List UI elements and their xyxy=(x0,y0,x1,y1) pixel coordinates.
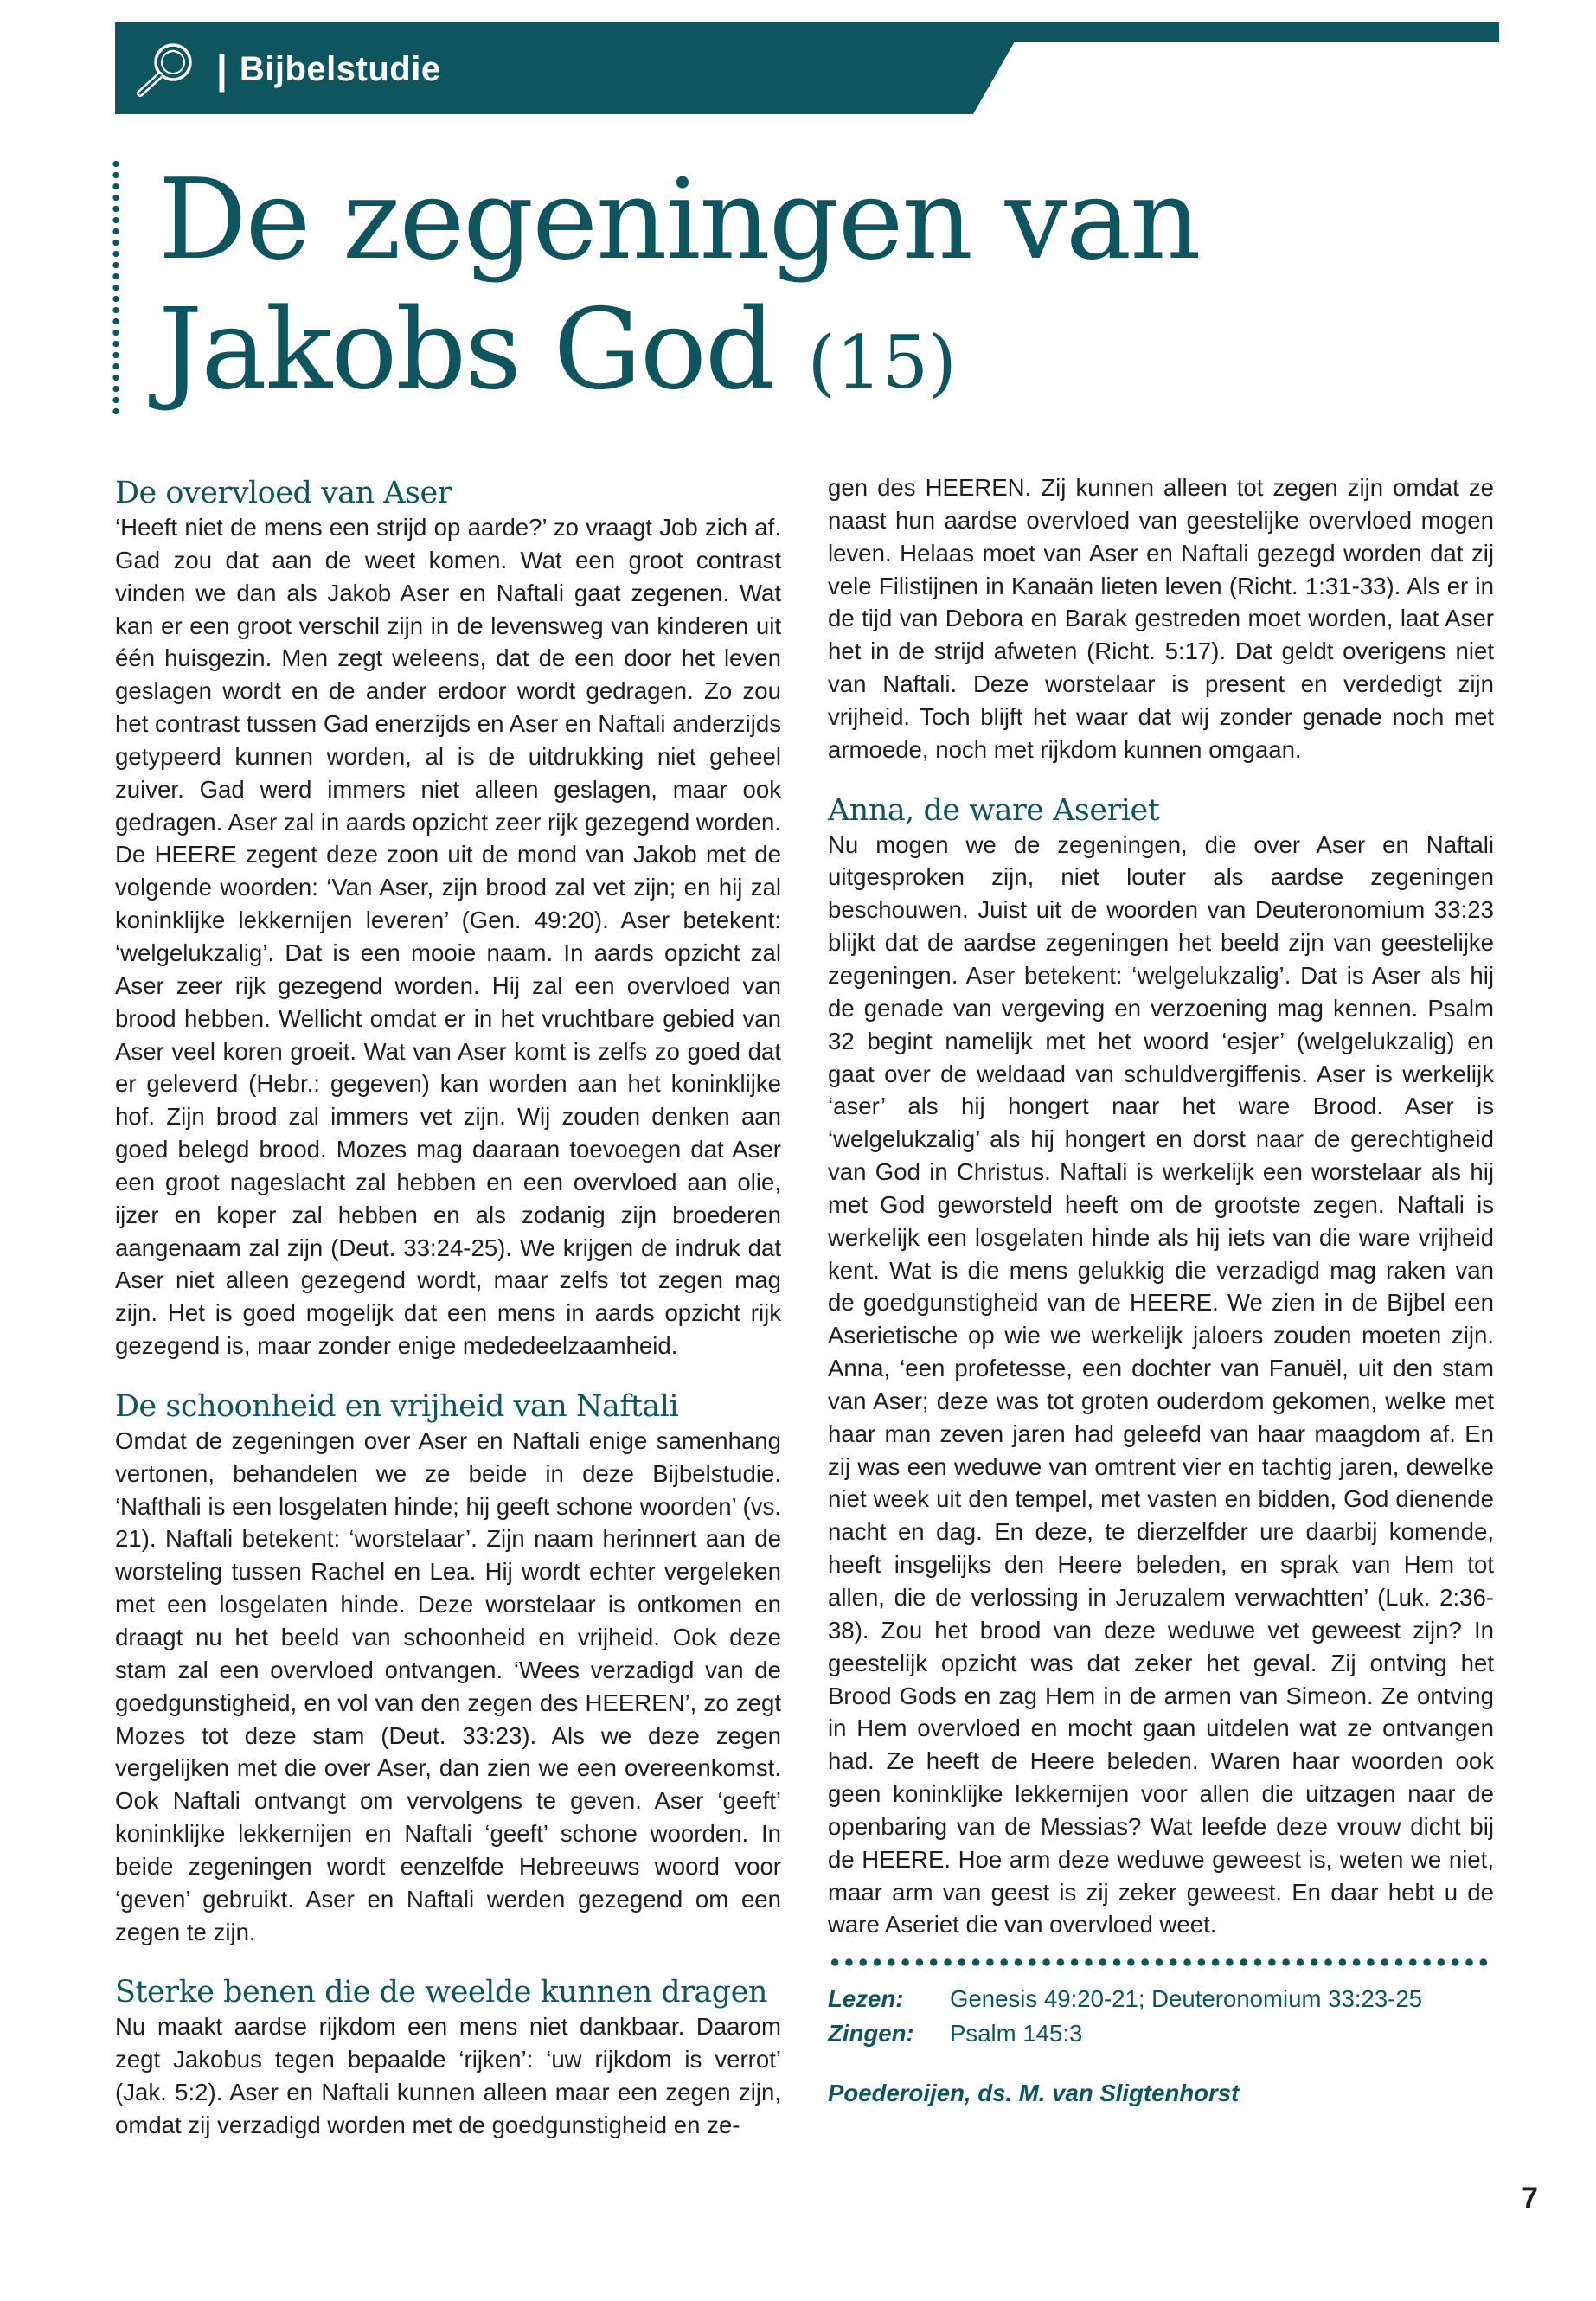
section-paragraph: Omdat de zegeningen over Aser en Naftali enige samenhang vertonen, behandelen we ze beide in deze Bijbelstudie. ‘Nafthali is een losgelaten hinde; hij geeft schone woorden’ (vs. 21). Naftali betekent: ‘worstelaar’. Zijn naam herinnert aan de worsteling tussen Rachel en Lea. Hij wordt echter vergeleken met een losgelaten hinde. Deze worstelaar is ontkomen en draagt nu het beeld van schoonheid en vrijheid. Ook deze stam zal een overvloed ontvangen. ‘Wees verzadigd van de goedgunstigheid, en vol van den zegen des HEEREN’, zo zegt Mozes tot deze stam (Deut. 33:23). Als we deze zegen vergelijken met die over Aser, dan zien we een overeenkomst. Ook Naftali ontvangt om vervolgens te geven. Aser ‘geeft’ koninklijke lekkernijen en Naftali ‘geeft’ schone woorden. In beide zegeningen wordt eenzelfde Hebreeuws woord voor ‘geven’ gebruikt. Aser en Naftali werden gezegend om een zegen te zijn. xyxy=(115,1426,781,1945)
reference-label: Lezen: xyxy=(828,1985,904,2013)
section-paragraph-continued: gen des HEEREN. Zij kunnen alleen tot zegen zijn omdat ze naast hun aardse overvloed van geestelijke overvloed mogen leven. Helaas moet van Aser en Naftali gezegd worden dat zij vele Filistijnen in Kanaän lieten leven (Richt. 1:31-33). Als er in de tijd van Debora en Barak gestreden moet worden, laat Aser het in de strijd afweten (Richt. 5:17). Dat geldt overigens niet van Naftali. Deze worstelaar is present en verdedigt zijn vrijheid. Toch blijft het waar dat wij zonder genade noch met armoede, noch met rijkdom kunnen omgaan. xyxy=(828,474,1494,763)
article-title-issue: (15) xyxy=(807,320,957,405)
left-column xyxy=(115,471,781,2142)
reference-row xyxy=(828,1982,1494,2016)
right-column xyxy=(828,471,1494,2110)
author-byline: Poederoijen, ds. M. van Sligtenhorst xyxy=(828,2080,1240,2107)
section-header xyxy=(128,38,441,100)
reference-value: Psalm 145:3 xyxy=(950,2020,1083,2048)
reference-label: Zingen: xyxy=(828,2020,914,2048)
section-paragraph: Nu mogen we de zegeningen, die over Aser en Naftali uitgesproken zijn, niet louter als aardse zegeningen beschouwen. Juist uit de woorden van Deuteronomium 33:23 blijkt dat de aardse zegeningen het beeld zijn van geestelijke zegeningen. Aser betekent: ‘welgelukzalig’. Dat is Aser als hij de genade van vergeving en verzoening mag kennen. Psalm 32 begint namelijk met het woord ‘esjer’ (welgelukzalig) en gaat over de weldaad van schuldvergiffenis. Aser is werkelijk ‘aser’ als hij hongert naar het ware Brood. Aser is ‘welgelukzalig’ als hij hongert en dorst naar de gerechtigheid van God in Christus. Naftali is werkelijk een worstelaar als hij met God geworsteld heeft om de grootste zegen. Naftali is werkelijk een losgelaten hinde als hij iets van die ware vrijheid kent. Wat is die mens gelukkig die verzadigd mag raken van de goedgunstigheid van de HEERE. We zien in de Bijbel een Aserietische op wie we werkelijk jaloers zouden moeten zijn. Anna, ‘een profetesse, een dochter van Fanuël, uit den stam van Aser; deze was tot groten ouderdom gekomen, welke met haar man zeven jaren had geleefd van haar maagdom af. En zij was een weduwe van omtrent vier en tachtig jaren, dewelke niet week uit den tempel, met vasten en bidden, God dienende nacht en dag. En deze, te dierzelfder ure daarbij komende, heeft insgelijks den Heere beleden, en sprak van Hem tot allen, die de verlossing in Jeruzalem verwachtten’ (Luk. 2:36-38). Zou het brood van deze weduwe vet geweest zijn? In geestelijk opzicht was dat zeker het geval. Zij ontving het Brood Gods en zag Hem in de armen van Simeon. Ze ontving in Hem overvloed en mocht gaan uitdelen wat ze ontvangen had. Ze heeft de Heere beleden. Waren haar woorden ook geen koninklijke lekkernijen voor allen die uitzagen naar de openbaring van de Messias? Wat leefde deze vrouw dicht bij de HEERE. Hoe arm deze weduwe geweest is, weten we niet, maar arm van geest is zij zeker geweest. En daar hebt u de ware Aseriet die van overvloed weet. xyxy=(828,830,1494,1939)
header-separator: | xyxy=(216,47,228,92)
dotted-divider xyxy=(828,1958,1494,1966)
article-title-main: De zegeningen van Jakobs God xyxy=(158,156,1200,414)
magnifier-icon xyxy=(128,38,201,100)
section-paragraph: Nu maakt aardse rijkdom een mens niet dankbaar. Daarom zegt Jakobus tegen bepaalde ‘rijken’: ‘uw rijkdom is verrot’ (Jak. 5:2). Aser en Naftali kunnen alleen maar een zegen zijn, omdat zij verzadigd worden met de goedgunstigheid en ze- xyxy=(115,2013,781,2138)
section-paragraph: ‘Heeft niet de mens een strijd op aarde?’ zo vraagt Job zich af. Gad zou dat aan de weet komen. Wat een groot contrast vinden we dan als Jakob Aser en Naftali gaat zegenen. Wat kan er een groot verschil zijn in de levensweg van kinderen uit één huisgezin. Men zegt weleens, dat de een door het leven geslagen wordt en de ander erdoor wordt gedragen. Zo zou het contrast tussen Gad enerzijds en Aser en Naftali anderzijds getypeerd kunnen worden, al is de uitdrukking niet geheel zuiver. Gad werd immers niet alleen geslagen, maar ook gedragen. Aser zal in aards opzicht zeer rijk gezegend worden. De HEERE zegent deze zoon uit de mond van Jakob met de volgende woorden: ‘Van Aser, zijn brood zal vet zijn; en hij zal koninklijke lekkernijen leveren’ (Gen. 49:20). Aser betekent: ‘welgelukzalig’. Dat is een mooie naam. In aards opzicht zal Aser zeer rijk gezegend worden. Hij zal een overvloed van brood hebben. Wellicht omdat er in het vruchtbare gebied van Aser veel koren groeit. Wat van Aser komt is zelfs zo goed dat er geleverd (Hebr.: gegeven) kan worden aan het koninklijke hof. Zijn brood zal immers vet zijn. Wij zouden denken aan goed belegd brood. Mozes mag daaraan toevoegen dat Aser een groot nageslacht zal hebben en een overvloed aan olie, ijzer en koper zal hebben en als zodanig zijn broederen aangenaam zal zijn (Deut. 33:24-25). We krijgen de indruk dat Aser niet alleen gezegend wordt, maar zelfs tot zegen mag zijn. Het is goed mogelijk dat een mens in aards opzicht rijk gezegend is, maar zonder enige mededeelzaamheid. xyxy=(115,514,782,1360)
section-heading: Sterke benen die de weelde kunnen dragen xyxy=(115,1975,767,2010)
section-label: Bijbelstudie xyxy=(239,49,441,88)
section-heading: De overvloed van Aser xyxy=(115,476,452,510)
reference-row xyxy=(828,2016,1494,2051)
references xyxy=(828,1982,1494,2051)
section-heading: De schoonheid en vrijheid van Naftali xyxy=(115,1388,679,1424)
page-number: 7 xyxy=(1522,2182,1538,2214)
title-dotted-rule xyxy=(112,158,119,418)
section-heading: Anna, de ware Aseriet xyxy=(828,792,1160,828)
reference-value: Genesis 49:20-21; Deuteronomium 33:23-25 xyxy=(950,1985,1423,2013)
article-title xyxy=(158,156,1456,427)
